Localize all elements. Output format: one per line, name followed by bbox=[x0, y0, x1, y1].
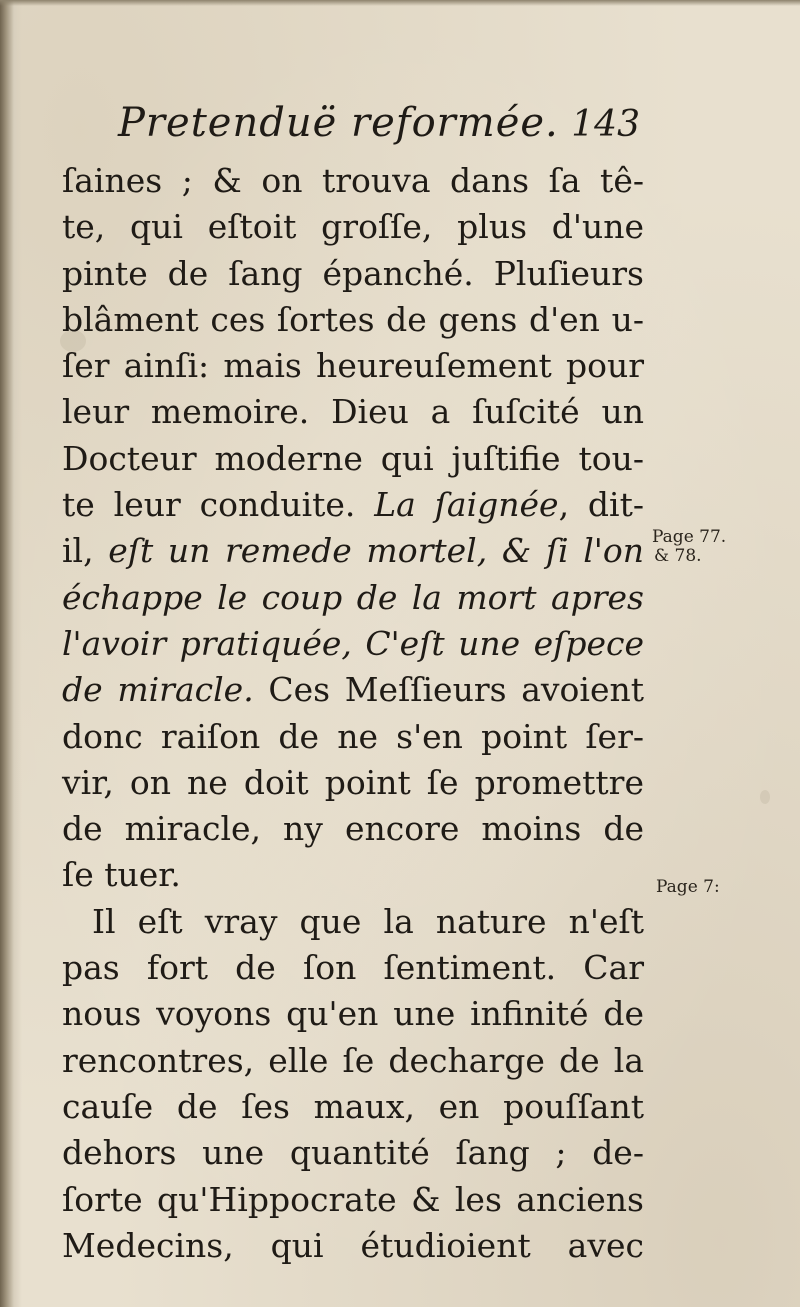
text-line bbox=[62, 991, 644, 1037]
text-segment: Medecins, qui étudioient avec bbox=[62, 1225, 644, 1265]
italic-text: de miracle. bbox=[62, 670, 254, 710]
text-segment: Docteur moderne qui juſtifie tou- bbox=[62, 438, 644, 478]
text-line bbox=[62, 945, 644, 991]
text-segment: nous voyons qu'en une infinité de bbox=[62, 994, 644, 1034]
margin-note-line: Page 7: bbox=[656, 877, 720, 897]
text-segment: de miracle, ny encore moins de bbox=[62, 809, 644, 849]
page-number: 143 bbox=[571, 104, 640, 145]
text-line bbox=[62, 899, 644, 945]
text-segment: dehors une quantité ſang ; de- bbox=[62, 1133, 644, 1173]
italic-text: échappe le coup de la mort apres bbox=[62, 577, 644, 617]
text-line bbox=[62, 389, 644, 435]
text-line bbox=[62, 1130, 644, 1176]
text-line bbox=[62, 1223, 644, 1269]
text-line bbox=[62, 204, 644, 250]
text-segment: pas fort de ſon ſentiment. Car bbox=[62, 948, 644, 988]
margin-note-line: & 78. bbox=[654, 546, 702, 566]
text-segment: rencontres, elle ſe decharge de la bbox=[62, 1040, 644, 1080]
text-segment: , dit- bbox=[558, 485, 644, 525]
text-line bbox=[62, 482, 644, 528]
text-segment: donc raiſon de ne s'en point ſer- bbox=[62, 716, 644, 756]
text-segment: ſaines ; & on trouva dans ſa tê- bbox=[62, 161, 644, 200]
text-line bbox=[62, 251, 644, 297]
text-line bbox=[62, 621, 644, 667]
running-title: Pretenduë reformée. bbox=[118, 100, 559, 146]
text-segment: il, bbox=[62, 531, 109, 571]
margin-note-line: Page 77. bbox=[652, 527, 727, 547]
text-segment: ſe tuer. bbox=[62, 855, 181, 895]
italic-text: l'avoir pratiquée, C'eſt une eſpece bbox=[62, 623, 644, 663]
text-segment: te, qui eſtoit groſſe, plus d'une bbox=[62, 207, 644, 247]
text-segment: pinte de ſang épanché. Pluſieurs bbox=[62, 253, 644, 293]
text-segment: ſorte qu'Hippocrate & les anciens bbox=[62, 1179, 644, 1219]
text-line bbox=[62, 528, 644, 574]
text-segment: Ces Meſſieurs avoient bbox=[253, 670, 644, 710]
page-header bbox=[118, 100, 658, 152]
text-segment: cauſe de ſes maux, en pouſſant bbox=[62, 1086, 644, 1126]
margin-note bbox=[656, 878, 720, 897]
margin-note bbox=[652, 528, 726, 566]
text-line bbox=[62, 297, 644, 343]
text-line bbox=[62, 667, 644, 713]
page-top-edge bbox=[0, 0, 800, 6]
text-segment: vir, on ne doit point ſe promettre bbox=[62, 762, 644, 802]
text-line bbox=[62, 436, 644, 482]
text-line bbox=[62, 852, 644, 898]
text-line bbox=[62, 1177, 644, 1223]
binding-edge bbox=[0, 0, 22, 1307]
text-line bbox=[62, 806, 644, 852]
text-segment: ſer ainſi: mais heureuſement pour bbox=[62, 346, 644, 386]
text-line bbox=[62, 714, 644, 760]
text-segment: Il eſt vray que la nature n'eſt bbox=[92, 901, 644, 941]
body-text bbox=[62, 158, 644, 1269]
text-segment: leur memoire. Dieu a ſuſcité un bbox=[62, 392, 644, 432]
text-line bbox=[62, 343, 644, 389]
text-line bbox=[62, 760, 644, 806]
text-line bbox=[62, 1084, 644, 1130]
text-line bbox=[62, 575, 644, 621]
text-segment: te leur conduite. bbox=[62, 485, 375, 525]
text-line bbox=[62, 158, 644, 204]
italic-text: La ſaignée bbox=[374, 485, 559, 525]
text-segment: blâment ces ſortes de gens d'en u- bbox=[62, 299, 644, 339]
text-line bbox=[62, 1038, 644, 1084]
paper-stain bbox=[760, 790, 770, 804]
italic-text: eſt un remede mortel, & ſi l'on bbox=[108, 531, 644, 571]
